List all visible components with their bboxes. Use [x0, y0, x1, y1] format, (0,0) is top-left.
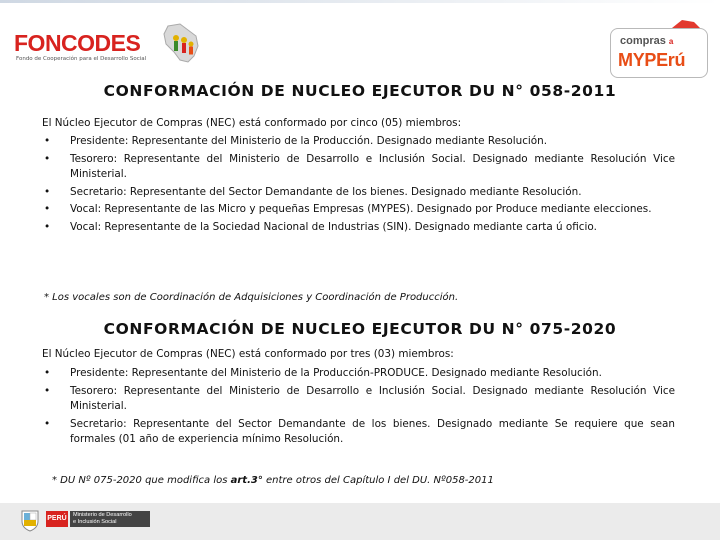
section2-footnote: * DU Nº 075-2020 que modifica los art.3° entre otros del Capítulo I del DU. Nº058-2011 [52, 475, 494, 486]
list-item-text: Presidente: Representante del Ministerio de la Producción. Designado mediante Resolución. [70, 135, 548, 147]
list-item [42, 417, 675, 448]
bullet-icon: • [44, 135, 51, 147]
foncodes-logo [12, 22, 202, 66]
bullet-icon: • [44, 417, 51, 430]
list-item-text: Tesorero: Representante del Ministerio de Desarrollo e Inclusión Social. Designado mediante Resolución Vice Ministerial. [70, 384, 675, 412]
bullet-icon: • [44, 384, 51, 397]
foncodes-subtitle: Fondo de Cooperación para el Desarrollo Social [16, 56, 147, 62]
list-item-text: Vocal: Representante de la Sociedad Nacional de Industrias (SIN). Designado mediante carta ú oficio. [70, 220, 597, 233]
list-item [42, 134, 675, 150]
list-item [42, 185, 675, 201]
section2-intro: El Núcleo Ejecutor de Compras (NEC) está conformado por tres (03) miembros: [42, 348, 454, 360]
list-item-text: Vocal: Representante de las Micro y pequeñas Empresas (MYPES). Designado por Produce mediante elecciones. [70, 203, 652, 215]
peru-map-people-icon [158, 22, 204, 66]
peru-coat-of-arms-icon [18, 508, 42, 532]
list-item [42, 202, 675, 218]
section2-title: CONFORMACIÓN DE NUCLEO EJECUTOR DU N° 075-2020 [103, 320, 617, 338]
logo-line2: MYPErú [618, 50, 686, 70]
list-item-text: Tesorero: Representante del Ministerio de Desarrollo e Inclusión Social. Designado mediante Resolución Vice Ministerial. [70, 152, 675, 180]
foncodes-wordmark: FONCODES [14, 30, 141, 56]
section1-footnote: * Los vocales son de Coordinación de Adquisiciones y Coordinación de Producción. [44, 292, 459, 303]
footer-bar [0, 503, 720, 540]
top-accent-line [0, 0, 720, 3]
bullet-icon: • [44, 185, 51, 198]
list-item [42, 152, 675, 183]
section1-intro: El Núcleo Ejecutor de Compras (NEC) está conformado por cinco (05) miembros: [42, 117, 462, 129]
section1-member-list [42, 134, 675, 237]
compras-a-myperu-logo [610, 18, 710, 78]
bullet-icon: • [44, 367, 51, 379]
logo-line1: compras a [620, 35, 674, 47]
list-item [42, 220, 675, 236]
bullet-icon: • [44, 220, 51, 233]
list-item-text: Presidente: Representante del Ministerio de la Producción-PRODUCE. Designado mediante Resolución. [70, 367, 602, 379]
list-item [42, 384, 675, 415]
peru-label: PERÚ [46, 511, 68, 527]
list-item-text: Secretario: Representante del Sector Demandante de los bienes. Designado mediante Resolución. [70, 185, 582, 198]
section2-member-list [42, 366, 675, 450]
bullet-icon: • [44, 152, 51, 165]
bullet-icon: • [44, 203, 51, 215]
section1-title: CONFORMACIÓN DE NUCLEO EJECUTOR DU N° 058-2011 [103, 82, 617, 100]
list-item-text: Secretario: Representante del Sector Demandante de los bienes. Designado mediante Se requiere que sean formales (01 año de experiencia mínimo Resolución. [70, 417, 675, 445]
ministry-label: Ministerio de Desarrollo e Inclusión Social [70, 511, 150, 527]
list-item [42, 366, 675, 382]
